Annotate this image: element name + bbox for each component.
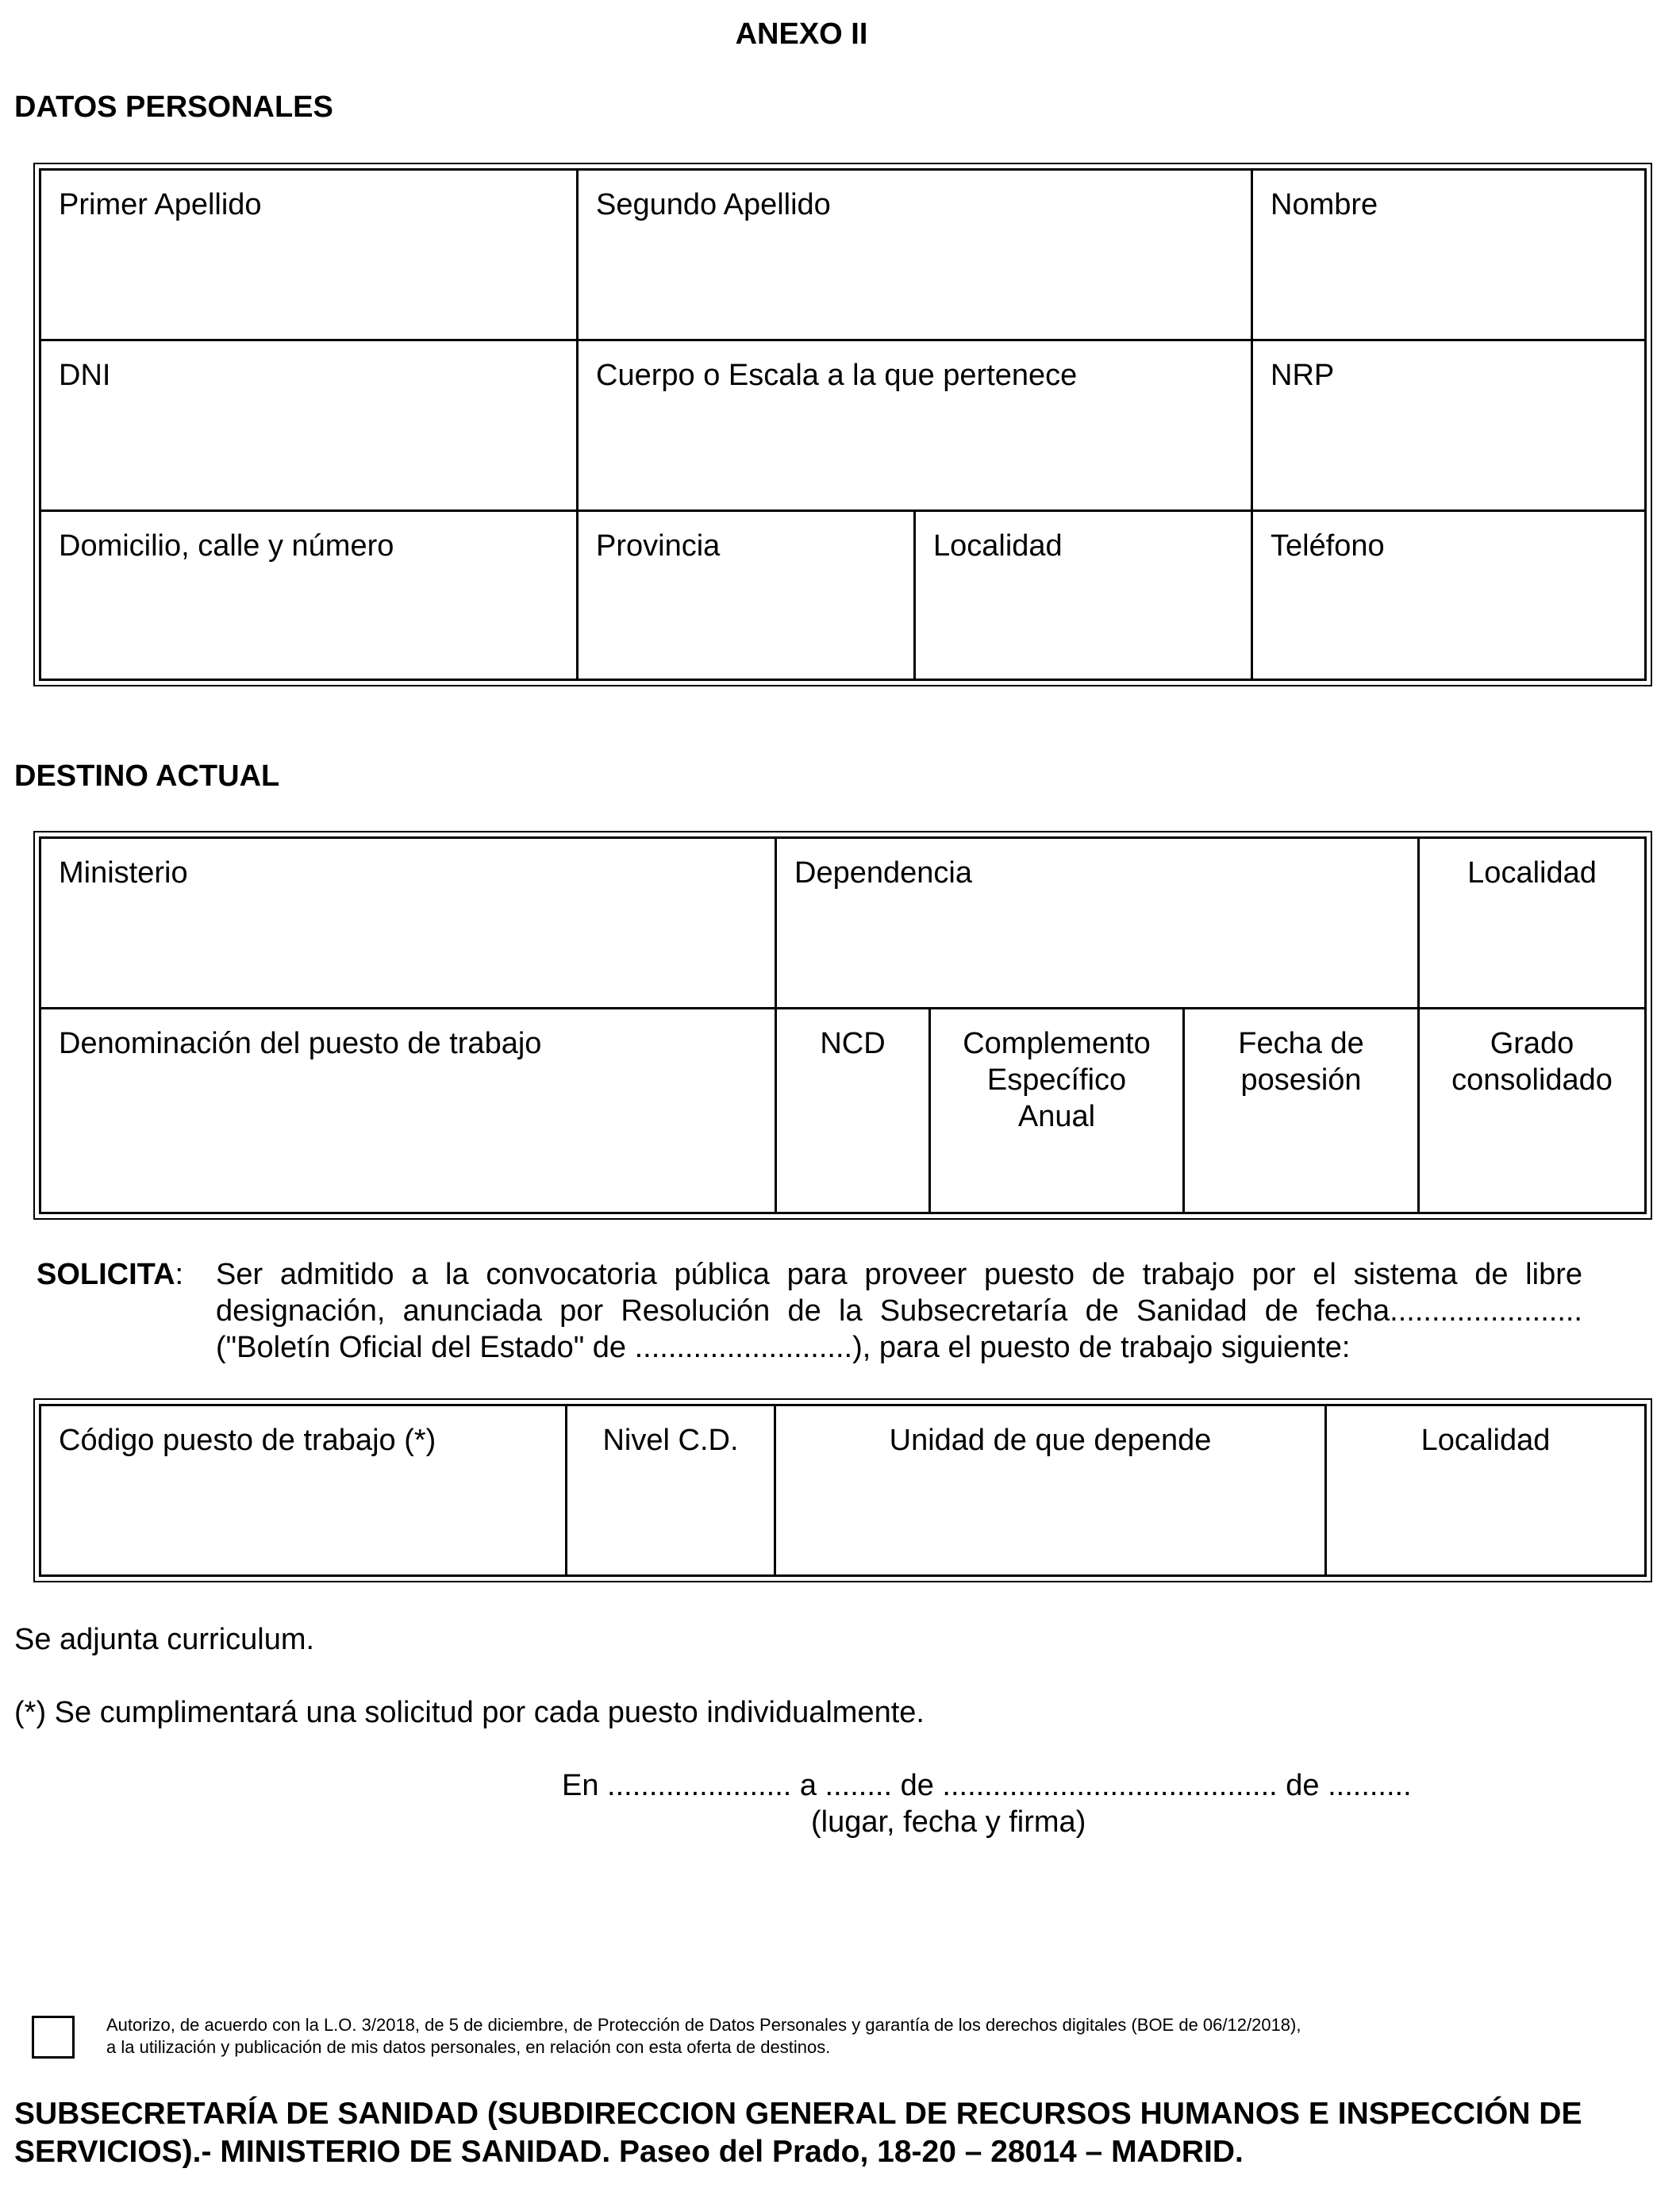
label-segundo-apellido: Segundo Apellido: [596, 188, 831, 221]
personal-data-table: [33, 163, 1652, 686]
consent-text: [106, 2014, 1614, 2059]
solicita-text: [216, 1256, 1582, 1366]
section-heading-destino-actual: DESTINO ACTUAL: [14, 759, 280, 793]
label-nrp: NRP: [1271, 359, 1335, 392]
field-nombre[interactable]: [1252, 170, 1646, 340]
field-complemento-especifico[interactable]: [930, 1009, 1184, 1213]
label-cuerpo-escala: Cuerpo o Escala a la que pertenece: [596, 359, 1078, 392]
label-domicilio: Domicilio, calle y número: [59, 529, 394, 563]
label-grado-line1: Grado: [1490, 1027, 1574, 1060]
field-segundo-apellido[interactable]: [578, 170, 1252, 340]
field-nivel-cd[interactable]: [567, 1405, 775, 1576]
adjunta-curriculum-text: Se adjunta curriculum.: [14, 1623, 315, 1656]
label-primer-apellido: Primer Apellido: [59, 188, 262, 221]
footer-line-2: SERVICIOS).- MINISTERIO DE SANIDAD. Paseo del Prado, 18-20 – 28014 – MADRID.: [14, 2135, 1244, 2169]
lugar-fecha-hint: (lugar, fecha y firma): [811, 1805, 1086, 1839]
field-codigo-puesto[interactable]: [40, 1405, 567, 1576]
label-complemento-line3: Anual: [1017, 1100, 1096, 1133]
puesto-solicitado-table: [33, 1398, 1652, 1582]
label-dependencia: Dependencia: [794, 856, 972, 890]
label-ncd: NCD: [820, 1027, 886, 1060]
field-dni[interactable]: [40, 340, 578, 511]
consent-line-2: a la utilización y publicación de mis datos personales, en relación con esta oferta de destinos.: [106, 2037, 831, 2057]
label-ministerio: Ministerio: [59, 856, 188, 890]
solicita-colon: :: [175, 1258, 184, 1291]
solicita-line-2: designación, anunciada por Resolución de la Subsecretaría de Sanidad de fecha.......................: [216, 1294, 1582, 1328]
field-domicilio[interactable]: [40, 511, 578, 680]
lugar-fecha-line[interactable]: En ...................... a ........ de ........................................ de ..........: [562, 1769, 1412, 1802]
label-provincia: Provincia: [596, 529, 721, 563]
label-nivel-cd: Nivel C.D.: [602, 1424, 739, 1457]
solicita-label-text: SOLICITA: [37, 1258, 175, 1291]
label-localidad-destino: Localidad: [1467, 856, 1597, 890]
field-ministerio[interactable]: [40, 838, 776, 1009]
footer-line-1: SUBSECRETARÍA DE SANIDAD (SUBDIRECCION GENERAL DE RECURSOS HUMANOS E INSPECCIÓN DE: [14, 2097, 1582, 2131]
field-telefono[interactable]: [1252, 511, 1646, 680]
label-localidad-puesto: Localidad: [1421, 1424, 1551, 1457]
label-dni: DNI: [59, 359, 111, 392]
field-ncd[interactable]: [776, 1009, 930, 1213]
field-localidad-destino[interactable]: [1419, 838, 1646, 1009]
solicita-line-1: Ser admitido a la convocatoria pública para proveer puesto de trabajo por el sistema de libre: [216, 1258, 1582, 1291]
field-localidad-personal[interactable]: [915, 511, 1252, 680]
label-grado-line2: consolidado: [1451, 1063, 1613, 1097]
field-dependencia[interactable]: [776, 838, 1419, 1009]
label-localidad-personal: Localidad: [933, 529, 1063, 563]
page-title: ANEXO II: [735, 17, 868, 51]
solicita-label: [37, 1256, 183, 1293]
label-telefono: Teléfono: [1271, 529, 1385, 563]
label-complemento-line1: Complemento: [963, 1027, 1151, 1060]
field-denominacion-puesto[interactable]: [40, 1009, 776, 1213]
solicita-line-3: ("Boletín Oficial del Estado" de ..........................), para el puesto de trabajo siguiente:: [216, 1331, 1351, 1364]
label-denominacion-puesto: Denominación del puesto de trabajo: [59, 1027, 542, 1060]
field-localidad-puesto[interactable]: [1326, 1405, 1646, 1576]
field-unidad-depende[interactable]: [775, 1405, 1326, 1576]
label-nombre: Nombre: [1271, 188, 1378, 221]
label-complemento-line2: Específico: [986, 1063, 1127, 1097]
field-grado-consolidado[interactable]: [1419, 1009, 1646, 1213]
field-provincia[interactable]: [578, 511, 915, 680]
destino-actual-table: [33, 831, 1652, 1220]
field-primer-apellido[interactable]: [40, 170, 578, 340]
field-nrp[interactable]: [1252, 340, 1646, 511]
consent-line-1: Autorizo, de acuerdo con la L.O. 3/2018, de 5 de diciembre, de Protección de Datos Personales y garantía de los derechos digitales (BOE de 06/12/2018),: [106, 2015, 1301, 2035]
field-cuerpo-escala[interactable]: [578, 340, 1252, 511]
label-unidad-depende: Unidad de que depende: [889, 1424, 1212, 1457]
field-fecha-posesion[interactable]: [1184, 1009, 1419, 1213]
nota-solicitud-text: (*) Se cumplimentará una solicitud por cada puesto individualmente.: [14, 1696, 925, 1729]
label-fecha-line2: posesión: [1240, 1063, 1362, 1097]
footer-address: [14, 2095, 1649, 2171]
consent-checkbox[interactable]: [32, 2016, 75, 2059]
section-heading-datos-personales: DATOS PERSONALES: [14, 90, 333, 124]
label-fecha-line1: Fecha de: [1238, 1027, 1364, 1060]
label-codigo-puesto: Código puesto de trabajo (*): [59, 1424, 436, 1457]
